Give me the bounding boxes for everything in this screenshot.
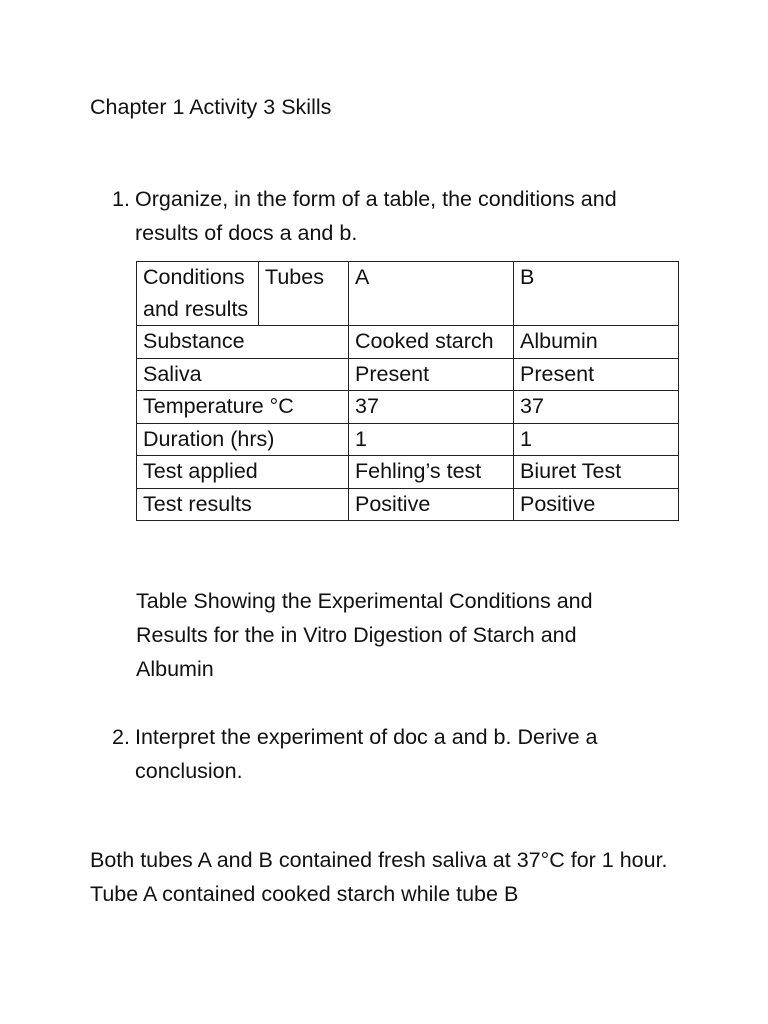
question-1 [112, 182, 672, 250]
question-2 [112, 720, 672, 788]
table-header-row [137, 262, 679, 326]
row-a-cell: Cooked starch [349, 326, 514, 359]
row-b-cell: Biuret Test [514, 456, 679, 489]
table-row [137, 488, 679, 521]
row-a-cell: Present [349, 358, 514, 391]
row-a-cell: Positive [349, 488, 514, 521]
row-b-cell: 1 [514, 423, 679, 456]
row-label-cell: Saliva [137, 358, 349, 391]
row-label-cell: Test results [137, 488, 349, 521]
document-heading: Chapter 1 Activity 3 Skills [90, 95, 332, 119]
table-row [137, 456, 679, 489]
row-label-cell: Test applied [137, 456, 349, 489]
row-b-cell: Positive [514, 488, 679, 521]
header-conditions-cell: Conditions and results [137, 262, 259, 326]
header-b-cell: B [514, 262, 679, 326]
table-caption: Table Showing the Experimental Conditions and Results for the in Vitro Digestion of Starch and Albumin [136, 589, 593, 681]
answer-paragraph: Both tubes A and B contained fresh saliva at 37°C for 1 hour. Tube A contained cooked starch while tube B [90, 848, 668, 906]
row-label-cell: Substance [137, 326, 349, 359]
row-label-cell: Temperature °C [137, 391, 349, 424]
row-label-cell: Duration (hrs) [137, 423, 349, 456]
header-tubes-cell: Tubes [259, 262, 349, 326]
table-row [137, 326, 679, 359]
header-a-cell: A [349, 262, 514, 326]
row-b-cell: Albumin [514, 326, 679, 359]
row-a-cell: 1 [349, 423, 514, 456]
question-text: Organize, in the form of a table, the conditions and results of docs a and b. [135, 187, 617, 245]
row-a-cell: 37 [349, 391, 514, 424]
conditions-results-table [136, 261, 679, 521]
table-row [137, 423, 679, 456]
question-text: Interpret the experiment of doc a and b. Derive a conclusion. [135, 725, 598, 783]
row-b-cell: 37 [514, 391, 679, 424]
row-a-cell: Fehling’s test [349, 456, 514, 489]
table-row [137, 358, 679, 391]
row-b-cell: Present [514, 358, 679, 391]
question-number: 1. [112, 187, 130, 211]
table-row [137, 391, 679, 424]
question-number: 2. [112, 725, 130, 749]
